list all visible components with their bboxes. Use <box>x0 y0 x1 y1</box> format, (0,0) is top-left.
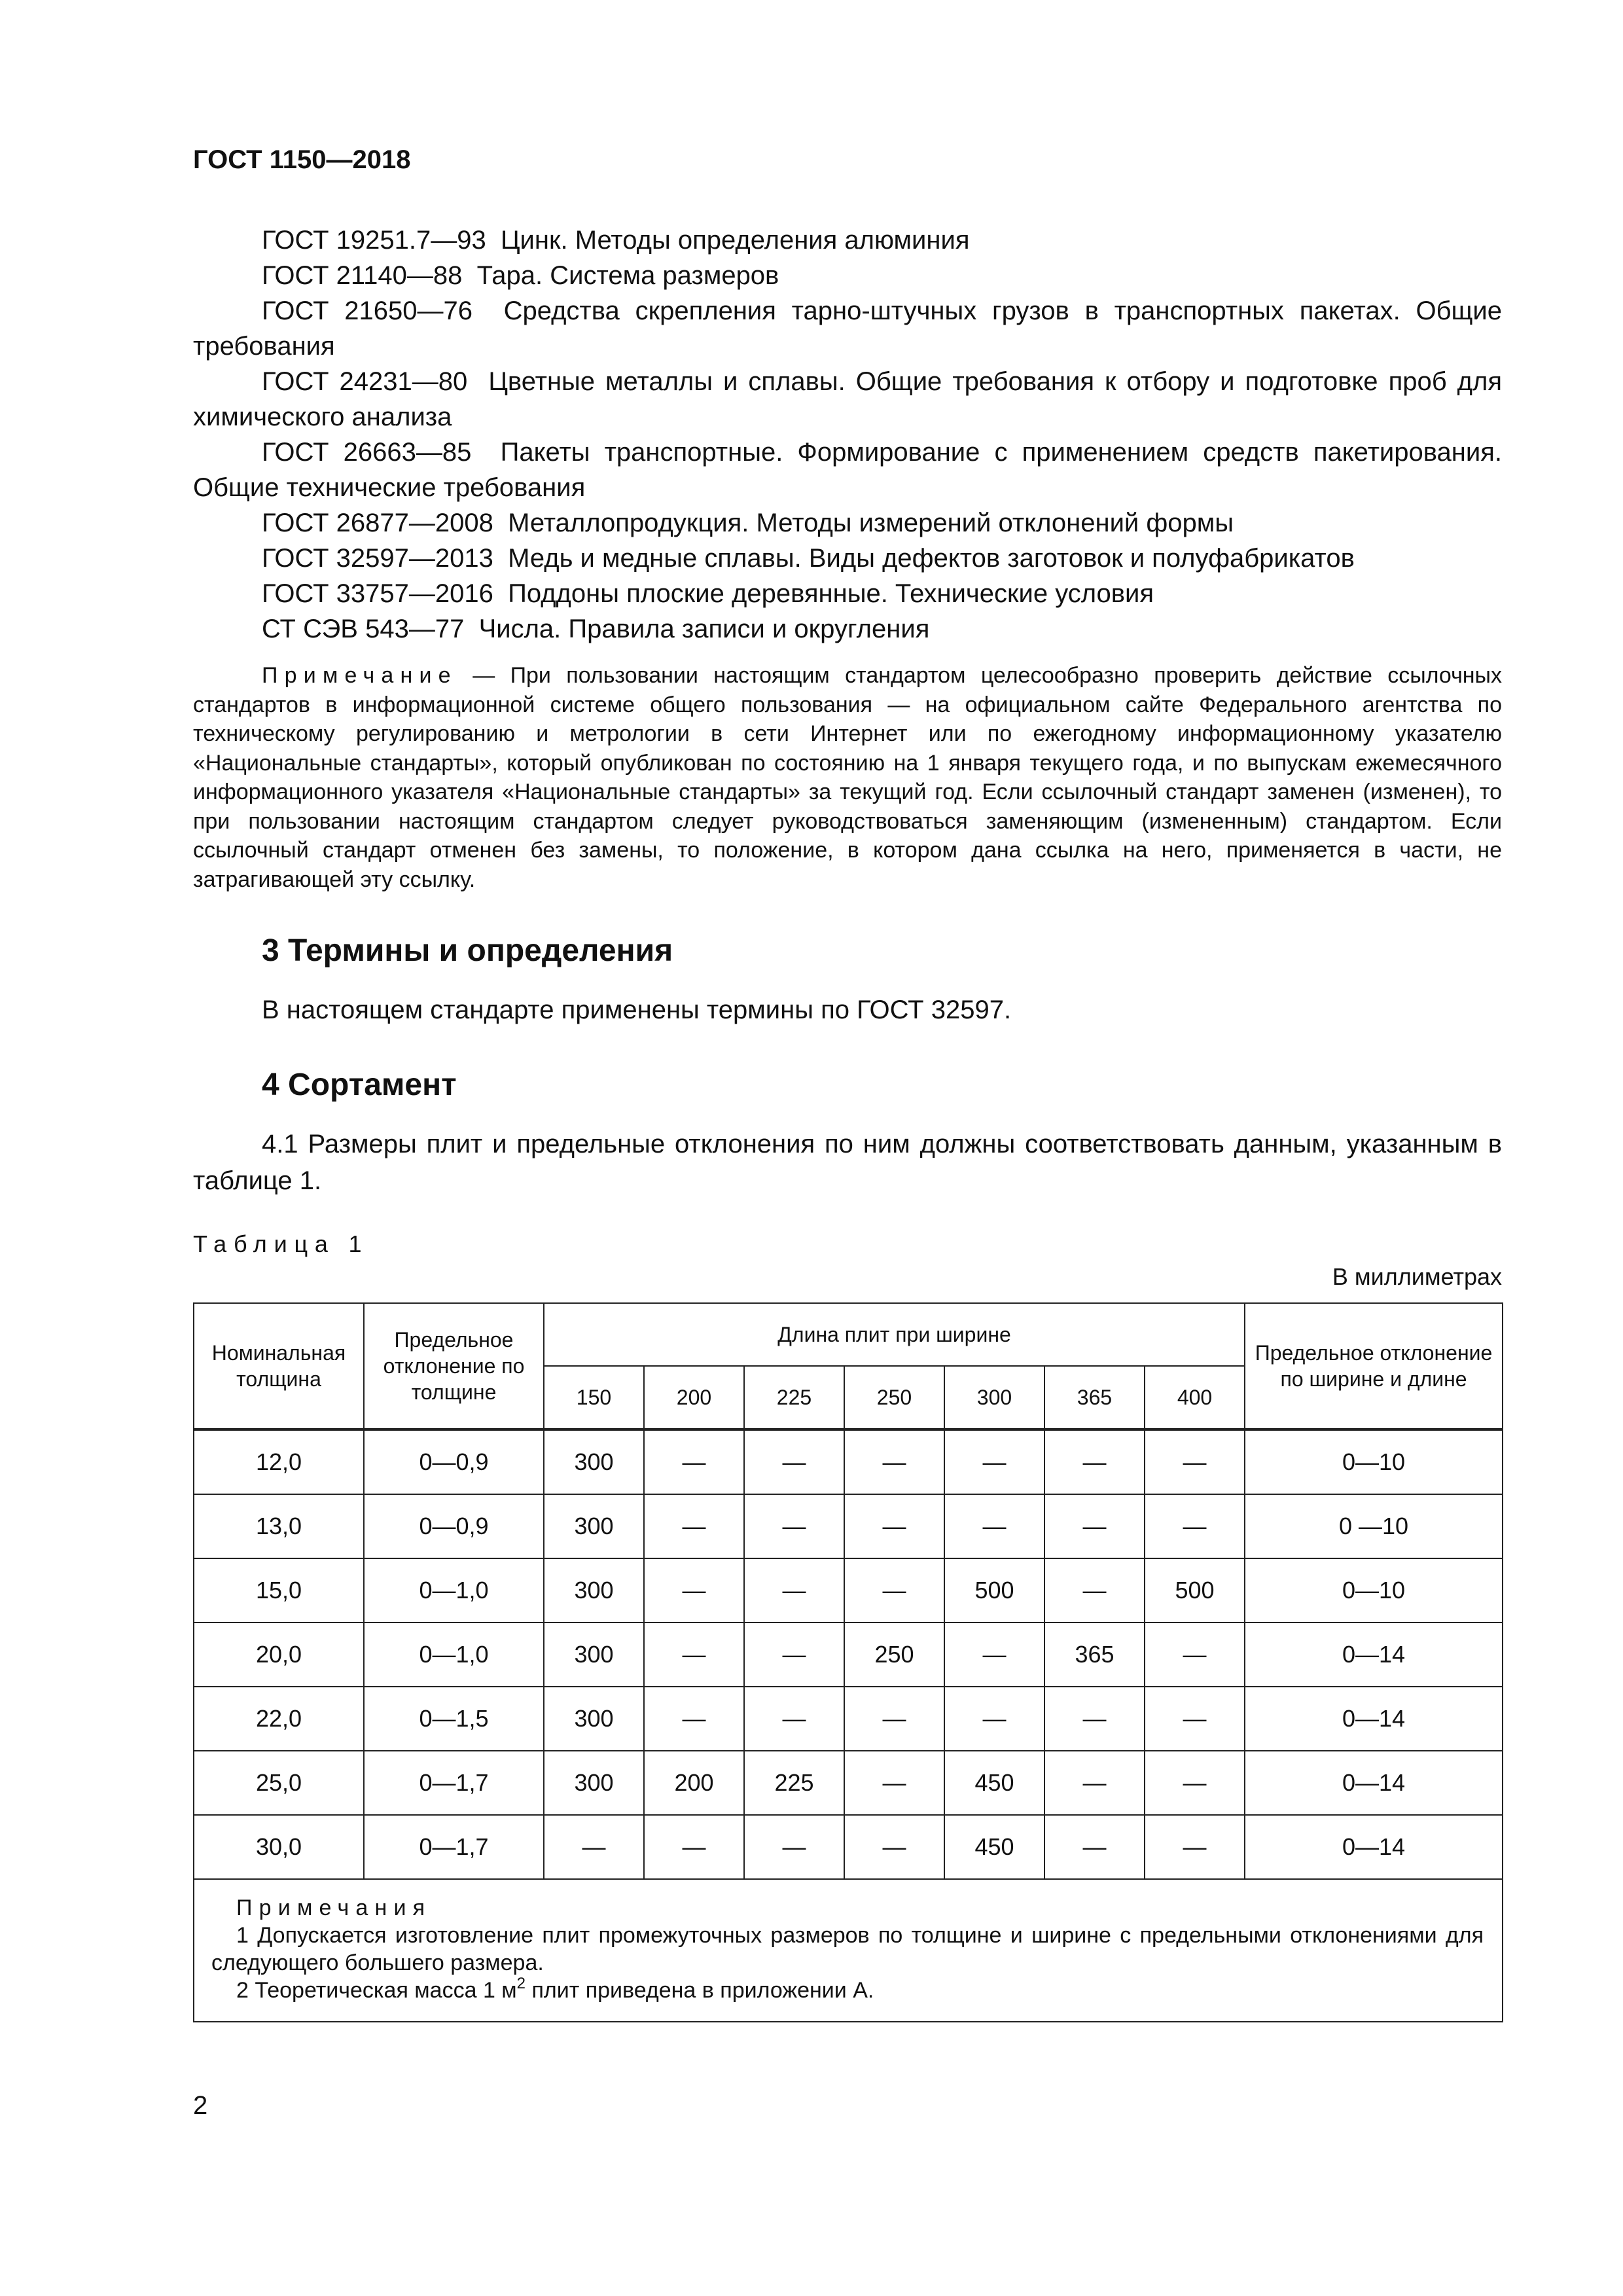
header-width: 225 <box>744 1366 844 1429</box>
table-cell: — <box>844 1815 944 1879</box>
table-cell: — <box>644 1815 744 1879</box>
table-cell: — <box>1145 1751 1245 1815</box>
note-label: Примечание <box>262 663 457 688</box>
reference-code: ГОСТ 32597—2013 <box>262 544 493 573</box>
table-row <box>194 1751 1503 1815</box>
header-width: 365 <box>1044 1366 1145 1429</box>
table-cell: — <box>644 1494 744 1558</box>
table-cell: — <box>1145 1494 1245 1558</box>
header-width: 400 <box>1145 1366 1245 1429</box>
table-cell: 12,0 <box>194 1429 364 1494</box>
reference-code: ГОСТ 21140—88 <box>262 261 463 290</box>
table-cell: — <box>644 1429 744 1494</box>
document-code-header: ГОСТ 1150—2018 <box>193 145 411 174</box>
reference-title: Тара. Система размеров <box>476 261 779 290</box>
reference-code: СТ СЭВ 543—77 <box>262 615 465 643</box>
table-cell: 13,0 <box>194 1494 364 1558</box>
header-width: 300 <box>944 1366 1044 1429</box>
page-number: 2 <box>193 2091 208 2120</box>
table-cell: 0—14 <box>1245 1815 1503 1879</box>
table-notes-title: Примечания <box>236 1895 432 1920</box>
table-cell: 0—14 <box>1245 1687 1503 1751</box>
table-cell: 30,0 <box>194 1815 364 1879</box>
table-cell: — <box>744 1623 844 1687</box>
table-cell: 300 <box>544 1558 644 1623</box>
reference-item <box>193 435 1502 505</box>
table-cell: — <box>1145 1429 1245 1494</box>
table-cell: — <box>844 1687 944 1751</box>
table-cell: 0 —10 <box>1245 1494 1503 1558</box>
header-width-length-tolerance: Предельное отклонение по ширине и длине <box>1245 1303 1503 1429</box>
table-cell: 300 <box>544 1751 644 1815</box>
table-cell: — <box>844 1558 944 1623</box>
table-units: В миллиметрах <box>1332 1263 1502 1290</box>
header-nominal-thickness: Номинальная толщина <box>194 1303 364 1429</box>
reference-title: Поддоны плоские деревянные. Технические условия <box>508 579 1154 608</box>
table-cell: — <box>1044 1494 1145 1558</box>
table-cell: 0—14 <box>1245 1751 1503 1815</box>
table-cell: — <box>744 1429 844 1494</box>
reference-code: ГОСТ 26877—2008 <box>262 509 493 537</box>
table-cell: 0—10 <box>1245 1558 1503 1623</box>
table-row <box>194 1623 1503 1687</box>
section-4-heading: 4 Сортамент <box>262 1067 457 1102</box>
table-notes <box>194 1879 1503 2022</box>
table-cell: 0—0,9 <box>364 1494 544 1558</box>
reference-code: ГОСТ 24231—80 <box>262 367 468 396</box>
table-row <box>194 1815 1503 1879</box>
table-row <box>194 1687 1503 1751</box>
reference-title: Средства скрепления тарно-штучных грузов в транспортных пакетах. Общие требования <box>193 296 1503 361</box>
superscript: 2 <box>516 1975 526 1992</box>
table-cell: — <box>844 1751 944 1815</box>
table-note-1: 1 Допускается изготовление плит промежуточных размеров по толщине и ширине с предельными отклонениями для следующего большего размера. <box>211 1923 1484 1975</box>
table-body <box>194 1429 1503 1879</box>
section-3-heading: 3 Термины и определения <box>262 933 673 968</box>
table-1 <box>193 1302 1503 2022</box>
table-row <box>194 1429 1503 1494</box>
normative-references-list <box>193 223 1502 647</box>
table-cell: 15,0 <box>194 1558 364 1623</box>
table-cell: 0—1,5 <box>364 1687 544 1751</box>
table-row <box>194 1558 1503 1623</box>
table-cell: 365 <box>1044 1623 1145 1687</box>
table-cell: — <box>1044 1687 1145 1751</box>
reference-code: ГОСТ 26663—85 <box>262 438 472 467</box>
header-width: 200 <box>644 1366 744 1429</box>
table-cell: — <box>1044 1429 1145 1494</box>
table-cell: — <box>944 1429 1044 1494</box>
table-cell: — <box>644 1623 744 1687</box>
reference-item <box>193 258 1502 293</box>
section-3-text: В настоящем стандарте применены термины по ГОСТ 32597. <box>262 996 1012 1024</box>
reference-item <box>193 223 1502 258</box>
table-cell: — <box>1145 1687 1245 1751</box>
table-cell: — <box>744 1687 844 1751</box>
reference-item <box>193 293 1502 364</box>
table-cell: 300 <box>544 1623 644 1687</box>
table-cell: — <box>944 1687 1044 1751</box>
table-cell: — <box>744 1815 844 1879</box>
table-cell: 500 <box>1145 1558 1245 1623</box>
table-cell: 0—14 <box>1245 1623 1503 1687</box>
table-cell: 300 <box>544 1429 644 1494</box>
references-note <box>193 661 1502 894</box>
reference-code: ГОСТ 19251.7—93 <box>262 226 486 255</box>
reference-item <box>193 576 1502 611</box>
table-cell: 25,0 <box>194 1751 364 1815</box>
table-cell: 0—1,7 <box>364 1751 544 1815</box>
table-cell: — <box>944 1494 1044 1558</box>
table-cell: — <box>1145 1815 1245 1879</box>
reference-title: Медь и медные сплавы. Виды дефектов заготовок и полуфабрикатов <box>508 544 1355 573</box>
reference-item <box>193 541 1502 576</box>
table-cell: 200 <box>644 1751 744 1815</box>
note-text: — При пользовании настоящим стандартом целесообразно проверить действие ссылочных стандартов в информационной системе общего пользования — на официальном сайте Федерального агентства по техническому регулированию и метрологии в сети Интернет или по ежегодному информационному указателю «Национальные стандарты», который опубликован по состоянию на 1 января текущего года, и по выпускам ежемесячного информационного указателя «Национальные стандарты» за текущий год. Если ссылочный стандарт заменен (изменен), то при пользовании настоящим стандартом следует руководствоваться заменяющим (измененным) стандартом. Если ссылочный стандарт отменен без замены, то положение, в котором дана ссылка на него, применяется в части, не затрагивающей эту ссылку. <box>193 663 1502 892</box>
table-row <box>194 1494 1503 1558</box>
table-cell: — <box>744 1494 844 1558</box>
table-caption: Таблица 1 <box>193 1230 369 1257</box>
reference-title: Числа. Правила записи и округления <box>478 615 930 643</box>
table-cell: 450 <box>944 1815 1044 1879</box>
table-note-2-text-end: плит приведена в приложении А. <box>526 1978 874 2003</box>
header-length-at-width: Длина плит при ширине <box>544 1303 1245 1366</box>
table-cell: — <box>844 1494 944 1558</box>
reference-title: Пакеты транспортные. Формирование с применением средств пакетирования. Общие технические требования <box>193 438 1503 502</box>
table-cell: — <box>1044 1815 1145 1879</box>
reference-code: ГОСТ 21650—76 <box>262 296 473 325</box>
table-cell: — <box>1044 1751 1145 1815</box>
table-cell: — <box>744 1558 844 1623</box>
reference-title: Цинк. Методы определения алюминия <box>500 226 970 255</box>
table-cell: 300 <box>544 1687 644 1751</box>
reference-item <box>193 364 1502 435</box>
table-note-2 <box>211 1977 1484 2004</box>
table-cell: 0—1,0 <box>364 1558 544 1623</box>
header-width: 150 <box>544 1366 644 1429</box>
table-cell: — <box>544 1815 644 1879</box>
table-cell: — <box>944 1623 1044 1687</box>
table-cell: 0—10 <box>1245 1429 1503 1494</box>
table-cell: 450 <box>944 1751 1044 1815</box>
table-cell: — <box>1044 1558 1145 1623</box>
header-thickness-tolerance: Предельное отклонение по толщине <box>364 1303 544 1429</box>
reference-code: ГОСТ 33757—2016 <box>262 579 493 608</box>
table-cell: 0—1,7 <box>364 1815 544 1879</box>
table-cell: 20,0 <box>194 1623 364 1687</box>
table-cell: 225 <box>744 1751 844 1815</box>
table-cell: — <box>1145 1623 1245 1687</box>
header-width: 250 <box>844 1366 944 1429</box>
table-cell: 300 <box>544 1494 644 1558</box>
table-cell: 250 <box>844 1623 944 1687</box>
reference-title: Металлопродукция. Методы измерений отклонений формы <box>508 509 1234 537</box>
table-cell: — <box>644 1558 744 1623</box>
table-cell: — <box>644 1687 744 1751</box>
table-note-2-text: 2 Теоретическая масса 1 м <box>236 1978 517 2003</box>
table-cell: — <box>844 1429 944 1494</box>
reference-item <box>193 505 1502 541</box>
reference-item <box>193 611 1502 647</box>
reference-title: Цветные металлы и сплавы. Общие требования к отбору и подготовке проб для химического анализа <box>193 367 1502 431</box>
table-cell: 22,0 <box>194 1687 364 1751</box>
table-cell: 0—0,9 <box>364 1429 544 1494</box>
document-page <box>193 0 1502 2296</box>
section-4-1-text: 4.1 Размеры плит и предельные отклонения по ним должны соответствовать данным, указанным в таблице 1. <box>193 1130 1502 1195</box>
table-cell: 500 <box>944 1558 1044 1623</box>
table-cell: 0—1,0 <box>364 1623 544 1687</box>
